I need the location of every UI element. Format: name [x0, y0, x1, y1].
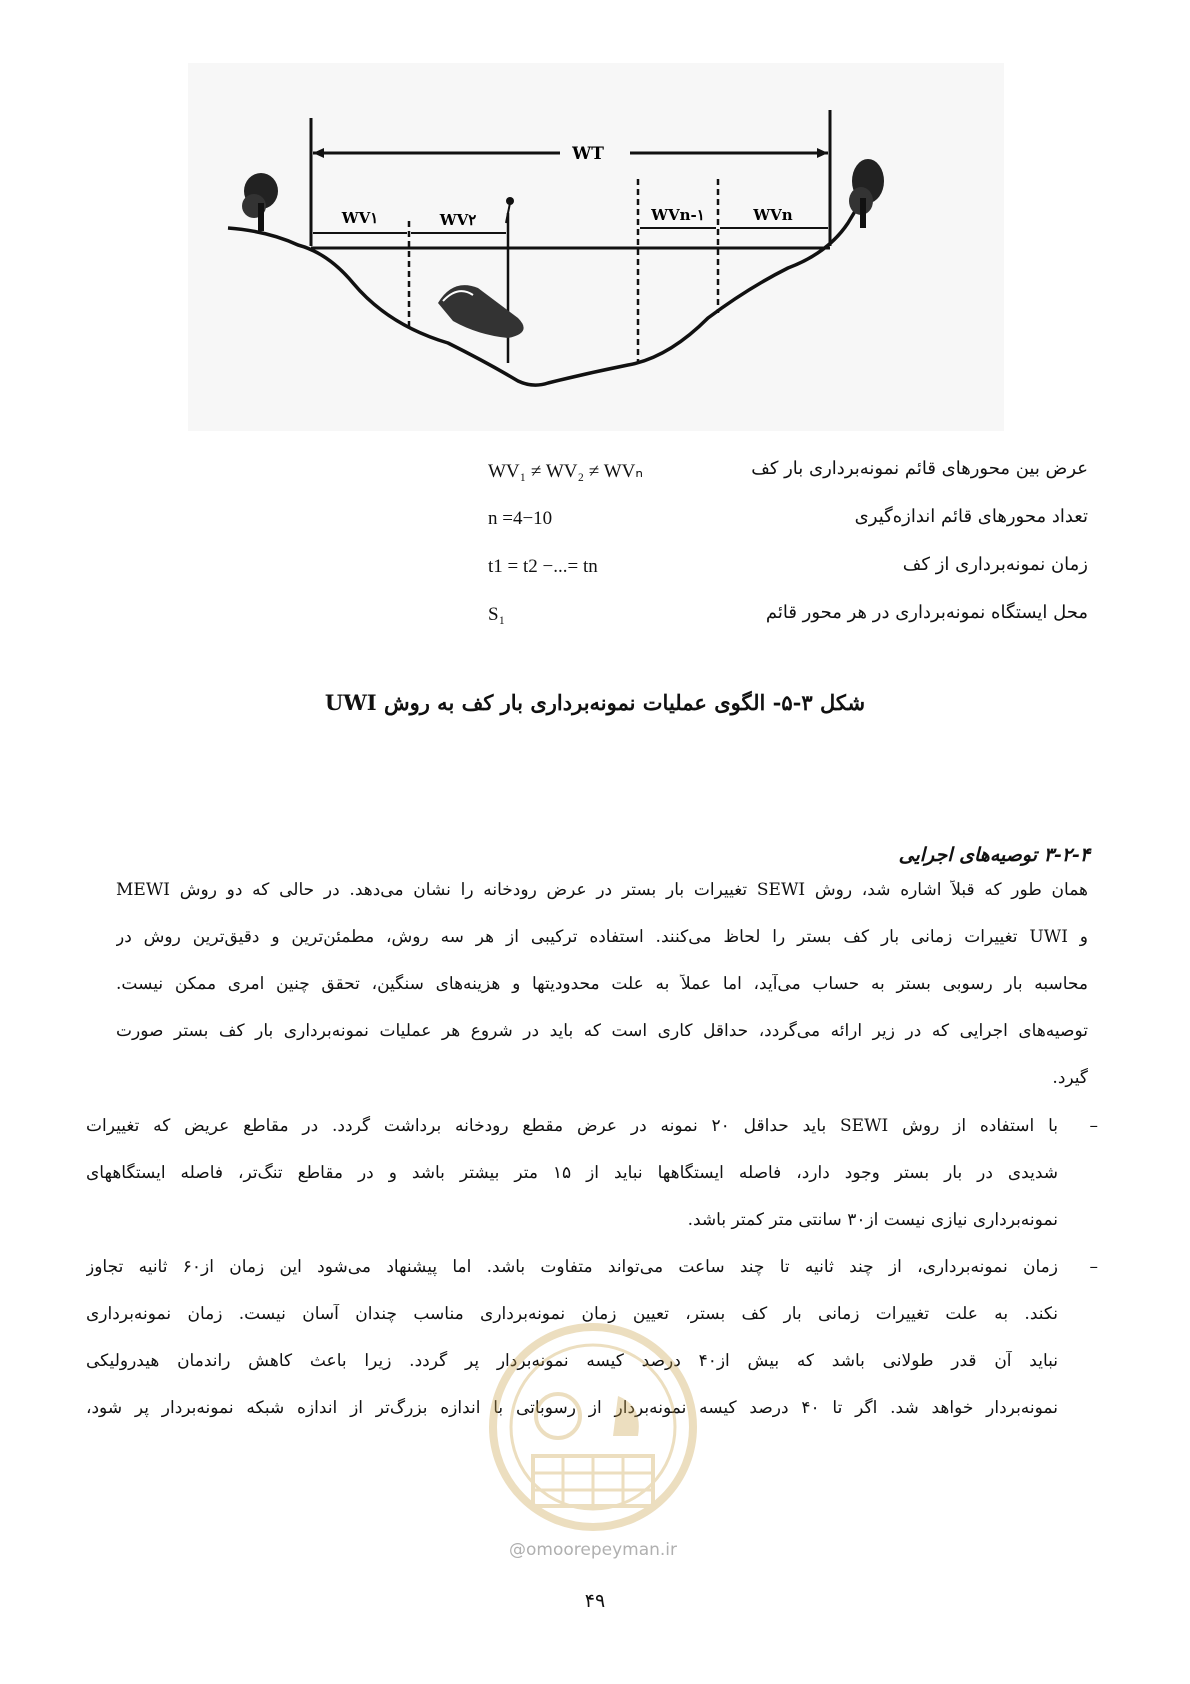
right-tree-icon — [849, 159, 884, 228]
legend-formula: t1 = t2 −...= tn — [488, 556, 598, 577]
legend-row — [488, 554, 1088, 602]
river-bed — [228, 203, 860, 385]
bullet-line: زمان نمونه‌برداری، از چند ثانیه تا چند ساعت می‌تواند متفاوت باشد. اما پیشنهاد می‌شود این زمان از۶۰ ثانیه تجاوز — [86, 1257, 1058, 1277]
cross-section-figure — [188, 63, 1004, 431]
legend-row — [488, 602, 1088, 650]
bullet-line: نمونه‌برداری نیازی نیست از۳۰ سانتی متر کمتر باشد. — [687, 1210, 1058, 1230]
wvn-label: WVn — [753, 206, 793, 224]
bullet-line: نمونه‌بردار خواهد شد. اگر تا ۴۰ درصد کیسه نمونه‌بردار از رسوباتی با اندازه بزرگ‌تر از اندازه شبکه نمونه‌بردار پر شود، — [86, 1398, 1058, 1418]
wt-label: WT — [572, 144, 604, 164]
bullet-line: نکند. به علت تغییرات زمانی بار کف بستر، تعیین زمان نمونه‌برداری مناسب چندان آسان نیست. زمان نمونه‌برداری — [86, 1304, 1058, 1324]
paragraph-line: و UWI تغییرات زمانی بار کف بستر را لحاظ می‌کنند. استفاده ترکیبی از هر سه روش، مطمئن‌ترین و دقیق‌ترین روش در — [116, 927, 1088, 947]
watermark-logo-icon — [478, 1316, 708, 1538]
legend-formula: n =4−10 — [488, 508, 553, 529]
section-heading: ۳-۲-۴ توصیه‌های اجرایی — [898, 844, 1090, 866]
legend-label: محل ایستگاه نمونه‌برداری در هر محور قائم — [765, 602, 1088, 623]
bullet-line: شدیدی در بار بستر وجود دارد، فاصله ایستگاهها نباید از ۱۵ متر بیشتر باشد و در مقاطع تنگ‌تر، فاصله ایستگاههای — [86, 1163, 1058, 1183]
cross-section-diagram — [188, 63, 1004, 431]
legend-row — [488, 506, 1088, 554]
paragraph-line: گیرد. — [1052, 1068, 1088, 1088]
watermark-text: @omoorepeyman.ir — [508, 1540, 678, 1560]
legend-row — [488, 458, 1088, 506]
wv1-label: WV١ — [341, 209, 379, 227]
left-tree-icon — [242, 173, 278, 231]
wv2-label: WV٢ — [439, 211, 477, 229]
legend-label: تعداد محورهای قائم اندازه‌گیری — [854, 506, 1088, 527]
legend-label: زمان نمونه‌برداری از کف — [902, 554, 1088, 575]
wvn-minus-1-label: WVn-١ — [651, 206, 705, 224]
paragraph-line: توصیه‌های اجرایی که در زیر ارائه می‌گردد، حداقل کاری است که باید در شروع هر عملیات نمونه‌برداری بار کف بستر صورت — [116, 1021, 1088, 1041]
legend-formula: S₁ — [488, 604, 506, 625]
wt-arrow-left — [313, 148, 324, 158]
bullet-dash: – — [1089, 1116, 1098, 1136]
bullet-line: با استفاده از روش SEWI باید حداقل ۲۰ نمونه در عرض مقطع رودخانه برداشت گردد. در مقاطع عریض که تغییرات — [86, 1116, 1058, 1136]
wt-arrow-right — [817, 148, 828, 158]
legend-formula: WV₁ ≠ WV₂ ≠ WVₙ — [488, 461, 643, 482]
bullet-dash: – — [1089, 1257, 1098, 1277]
page-number: ۴۹ — [584, 1590, 606, 1612]
bullet-line: نباید آن قدر طولانی باشد که بیش از۴۰ درصد کیسه نمونه‌بردار پر گردد. زیرا باعث کاهش راندمان هیدرولیکی — [86, 1351, 1058, 1371]
paragraph-line: همان طور که قبلاً اشاره شد، روش SEWI تغییرات بار بستر در عرض رودخانه را نشان می‌دهد. در حالی که دو روش MEWI — [116, 880, 1088, 900]
paragraph-line: محاسبه بار رسوبی بستر به حساب می‌آید، اما عملاً به علت محدودیتها و هزینه‌های سنگین، تحقق چنین امری ممکن نیست. — [116, 974, 1088, 994]
figure-legend — [488, 458, 1088, 650]
figure-caption: شکل ۳-۵- الگوی عملیات نمونه‌برداری بار کف به روش UWI — [324, 690, 866, 715]
legend-label: عرض بین محورهای قائم نمونه‌برداری بار کف — [751, 458, 1088, 479]
